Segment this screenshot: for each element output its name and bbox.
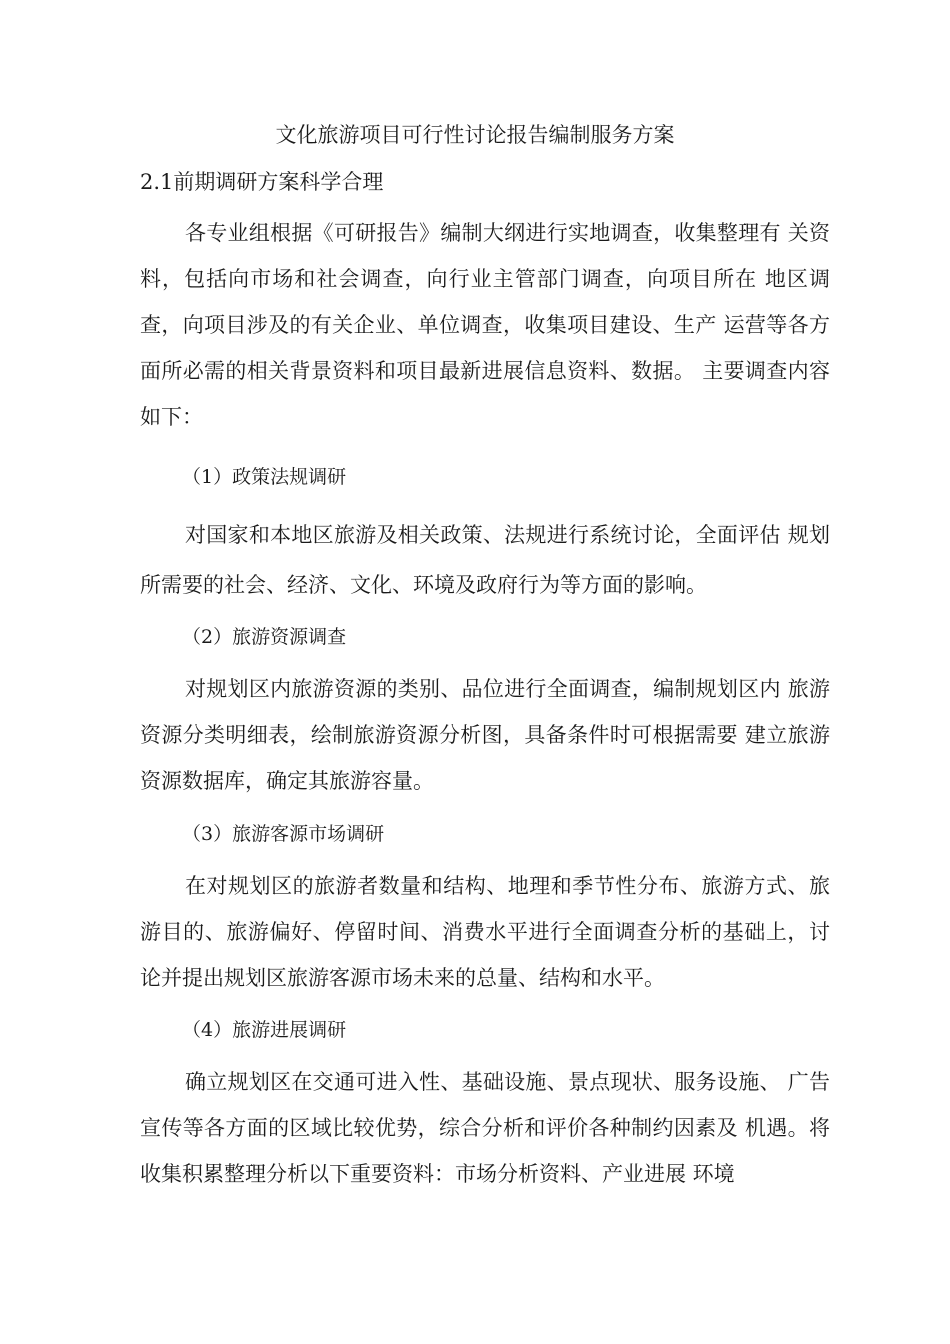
development-paragraph: 确立规划区在交通可进入性、基础设施、景点现状、服务设施、 广告宣传等各方面的区域比较优势，综合分析和评价各种制约因素及 机遇。将收集积累整理分析以下重要资料：市场分析资料、产业进展 环境 <box>140 1070 830 1186</box>
section-heading: 2.1前期调研方案科学合理 <box>140 170 384 194</box>
subheading-development: （4）旅游进展调研 <box>182 1019 347 1041</box>
policy-paragraph: 对国家和本地区旅游及相关政策、法规进行系统讨论，全面评估 规划所需要的社会、经济、文化、环境及政府行为等方面的影响。 <box>140 523 830 597</box>
document-title: 文化旅游项目可行性讨论报告编制服务方案 <box>275 123 675 147</box>
subheading-policy: （1）政策法规调研 <box>182 466 347 488</box>
market-paragraph: 在对规划区的旅游者数量和结构、地理和季节性分布、旅游方式、旅游目的、旅游偏好、停留时间、消费水平进行全面调查分析的基础上，讨论并提出规划区旅游客源市场未来的总量、结构和水平。 <box>140 874 830 990</box>
resources-paragraph: 对规划区内旅游资源的类别、品位进行全面调查，编制规划区内 旅游资源分类明细表，绘制旅游资源分析图，具备条件时可根据需要 建立旅游资源数据库，确定其旅游容量。 <box>140 677 830 793</box>
subheading-market: （3）旅游客源市场调研 <box>182 823 385 845</box>
subheading-resources: （2）旅游资源调查 <box>182 626 347 648</box>
intro-paragraph: 各专业组根据《可研报告》编制大纲进行实地调查，收集整理有 关资料，包括向市场和社会调查，向行业主管部门调查，向项目所在 地区调查，向项目涉及的有关企业、单位调查，收集项目建设、生产 运营等各方面所必需的相关背景资料和项目最新进展信息资料、数据。 主要调查内容如下： <box>140 221 830 429</box>
